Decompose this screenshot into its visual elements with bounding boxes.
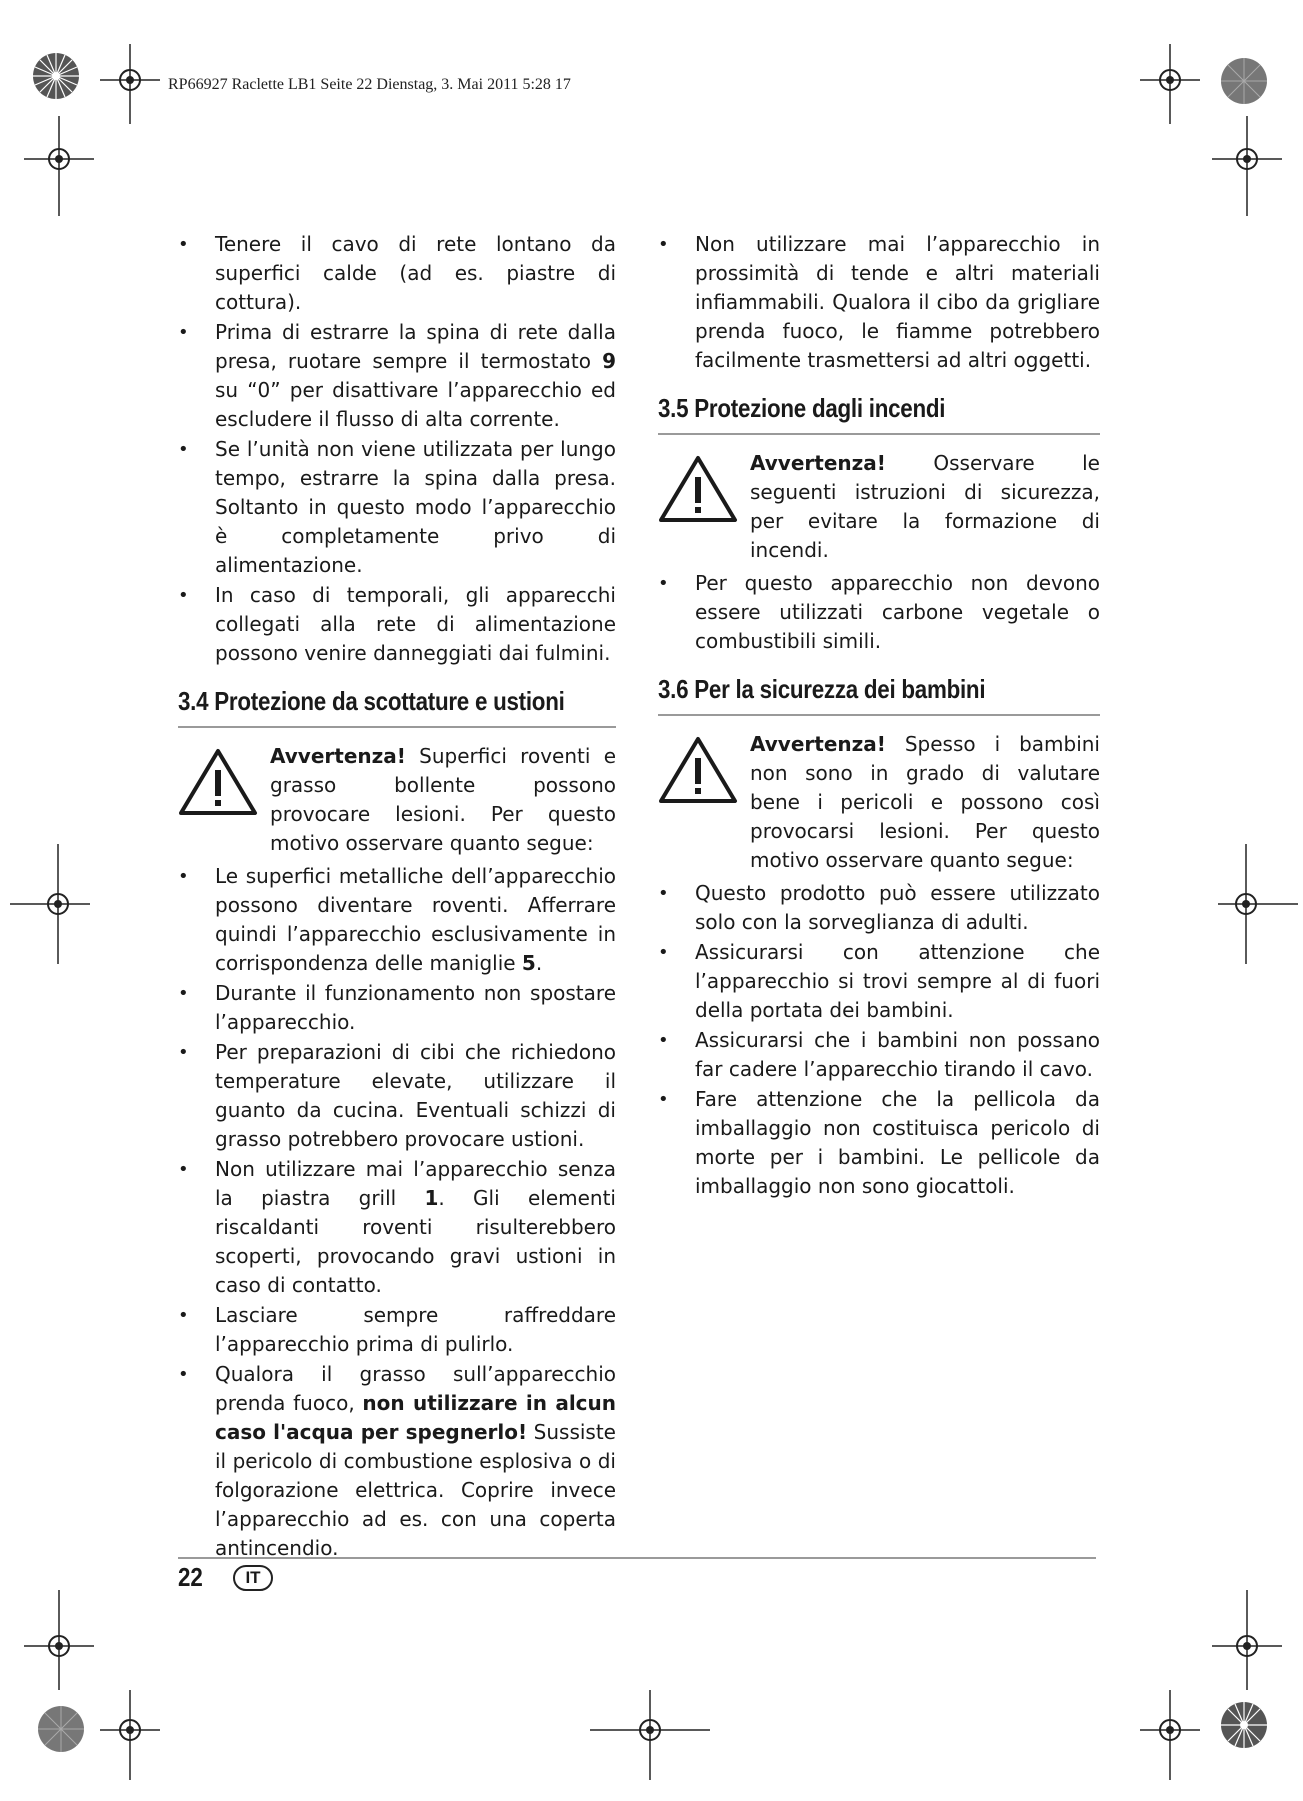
list-item: • Per questo apparecchio non devono essere utilizzati carbone vegetale o combustibili simili.: [658, 569, 1100, 656]
list-item: • Se l’unità non viene utilizzata per lungo tempo, estrarre la spina dalla presa. Soltanto in questo modo l’apparecchio è completamente privo di alimentazione.: [178, 435, 616, 580]
right-column: [658, 230, 1100, 1202]
warning-triangle-icon: [658, 455, 738, 523]
section-divider: [658, 714, 1100, 716]
registration-mark-icon: [10, 844, 90, 964]
warning-block: [178, 742, 616, 858]
list-item: • Lasciare sempre raffreddare l’apparecchio prima di pulirlo.: [178, 1301, 616, 1359]
list-item: • Tenere il cavo di rete lontano da superfici calde (ad es. piastre di cottura).: [178, 230, 616, 317]
registration-mark-icon: [24, 1590, 94, 1690]
registration-mark-icon: [1140, 44, 1200, 124]
warning-triangle-icon: [658, 736, 738, 804]
registration-mark-icon: [1212, 1590, 1282, 1690]
registration-mark-icon: [1218, 844, 1298, 964]
section-divider: [658, 433, 1100, 435]
section-heading: 3.4 Protezione da scottature e ustioni: [178, 686, 565, 716]
registration-mark-icon: [1140, 1690, 1200, 1780]
list-item: • Qualora il grasso sull’apparecchio prenda fuoco, non utilizzare in alcun caso l'acqua per spegnerlo! Sussiste il pericolo di combustione esplosiva o di folgorazione elettrica. Coprire invece l’apparecchio ad es. con una coperta antincendio.: [178, 1360, 616, 1563]
section-heading: 3.6 Per la sicurezza dei bambini: [658, 674, 986, 704]
section-heading: 3.5 Protezione dagli incendi: [658, 393, 946, 423]
list-item: • Questo prodotto può essere utilizzato solo con la sorveglianza di adulti.: [658, 879, 1100, 937]
reference-number: 9: [602, 349, 616, 373]
list-item: • Per preparazioni di cibi che richiedono temperature elevate, utilizzare il guanto da cucina. Eventuali schizzi di grasso potrebbero provocare ustioni.: [178, 1038, 616, 1154]
color-target-icon: [31, 51, 81, 101]
warning-block: [658, 449, 1100, 565]
list-item: • Non utilizzare mai l’apparecchio senza la piastra grill 1. Gli elementi riscaldanti roventi risulterebbero scoperti, provocando gravi ustioni in caso di contatto.: [178, 1155, 616, 1300]
color-target-icon: [1219, 56, 1269, 106]
list-item: • Prima di estrarre la spina di rete dalla presa, ruotare sempre il termostato 9 su “0” per disattivare l’apparecchio ed escludere il flusso di alta corrente.: [178, 318, 616, 434]
list-item: • Le superfici metalliche dell’apparecchio possono diventare roventi. Afferrare quindi l’apparecchio esclusivamente in corrispondenza delle maniglie 5.: [178, 862, 616, 978]
registration-mark-icon: [24, 116, 94, 216]
registration-mark-icon: [590, 1690, 710, 1780]
language-badge: IT: [233, 1565, 273, 1591]
list-item: • Durante il funzionamento non spostare l’apparecchio.: [178, 979, 616, 1037]
registration-mark-icon: [1212, 116, 1282, 216]
warning-text: Avvertenza! Osservare le seguenti istruzioni di sicurezza, per evitare la formazione di incendi.: [750, 451, 1100, 562]
warning-block: [658, 730, 1100, 875]
warning-text: Avvertenza! Spesso i bambini non sono in grado di valutare bene i pericoli e possono così provocarsi lesioni. Per questo motivo osservare quanto segue:: [750, 732, 1100, 872]
page-number: 22: [178, 1562, 203, 1592]
list-item: • Assicurarsi con attenzione che l’apparecchio si trovi sempre al di fuori della portata dei bambini.: [658, 938, 1100, 1025]
color-target-icon: [1219, 1700, 1269, 1750]
list-item: • In caso di temporali, gli apparecchi collegati alla rete di alimentazione possono venire danneggiati dai fulmini.: [178, 581, 616, 668]
bold-warning-phrase: non utilizzare in alcun caso l'acqua per spegnerlo!: [215, 1391, 616, 1444]
list-item: • Non utilizzare mai l’apparecchio in prossimità di tende e altri materiali infiammabili. Qualora il cibo da grigliare prenda fuoco, le fiamme potrebbero facilmente trasmettersi ad altri oggetti.: [658, 230, 1100, 375]
print-slug-line: RP66927 Raclette LB1 Seite 22 Dienstag, 3. Mai 2011 5:28 17: [168, 76, 571, 93]
list-item: • Fare attenzione che la pellicola da imballaggio non costituisca pericolo di morte per i bambini. Le pellicole da imballaggio non sono giocattoli.: [658, 1085, 1100, 1201]
reference-number: 5: [521, 951, 536, 975]
warning-triangle-icon: [178, 748, 258, 816]
color-target-icon: [36, 1704, 86, 1754]
registration-mark-icon: [100, 1690, 160, 1780]
warning-text: Avvertenza! Superfici roventi e grasso bollente possono provocare lesioni. Per questo motivo osservare quanto segue:: [270, 744, 616, 855]
reference-number: 1: [424, 1186, 439, 1210]
section-divider: [178, 726, 616, 728]
registration-mark-icon: [100, 44, 160, 124]
left-column: [178, 230, 616, 1564]
footer-divider: [178, 1557, 1096, 1559]
list-item: • Assicurarsi che i bambini non possano far cadere l’apparecchio tirando il cavo.: [658, 1026, 1100, 1084]
